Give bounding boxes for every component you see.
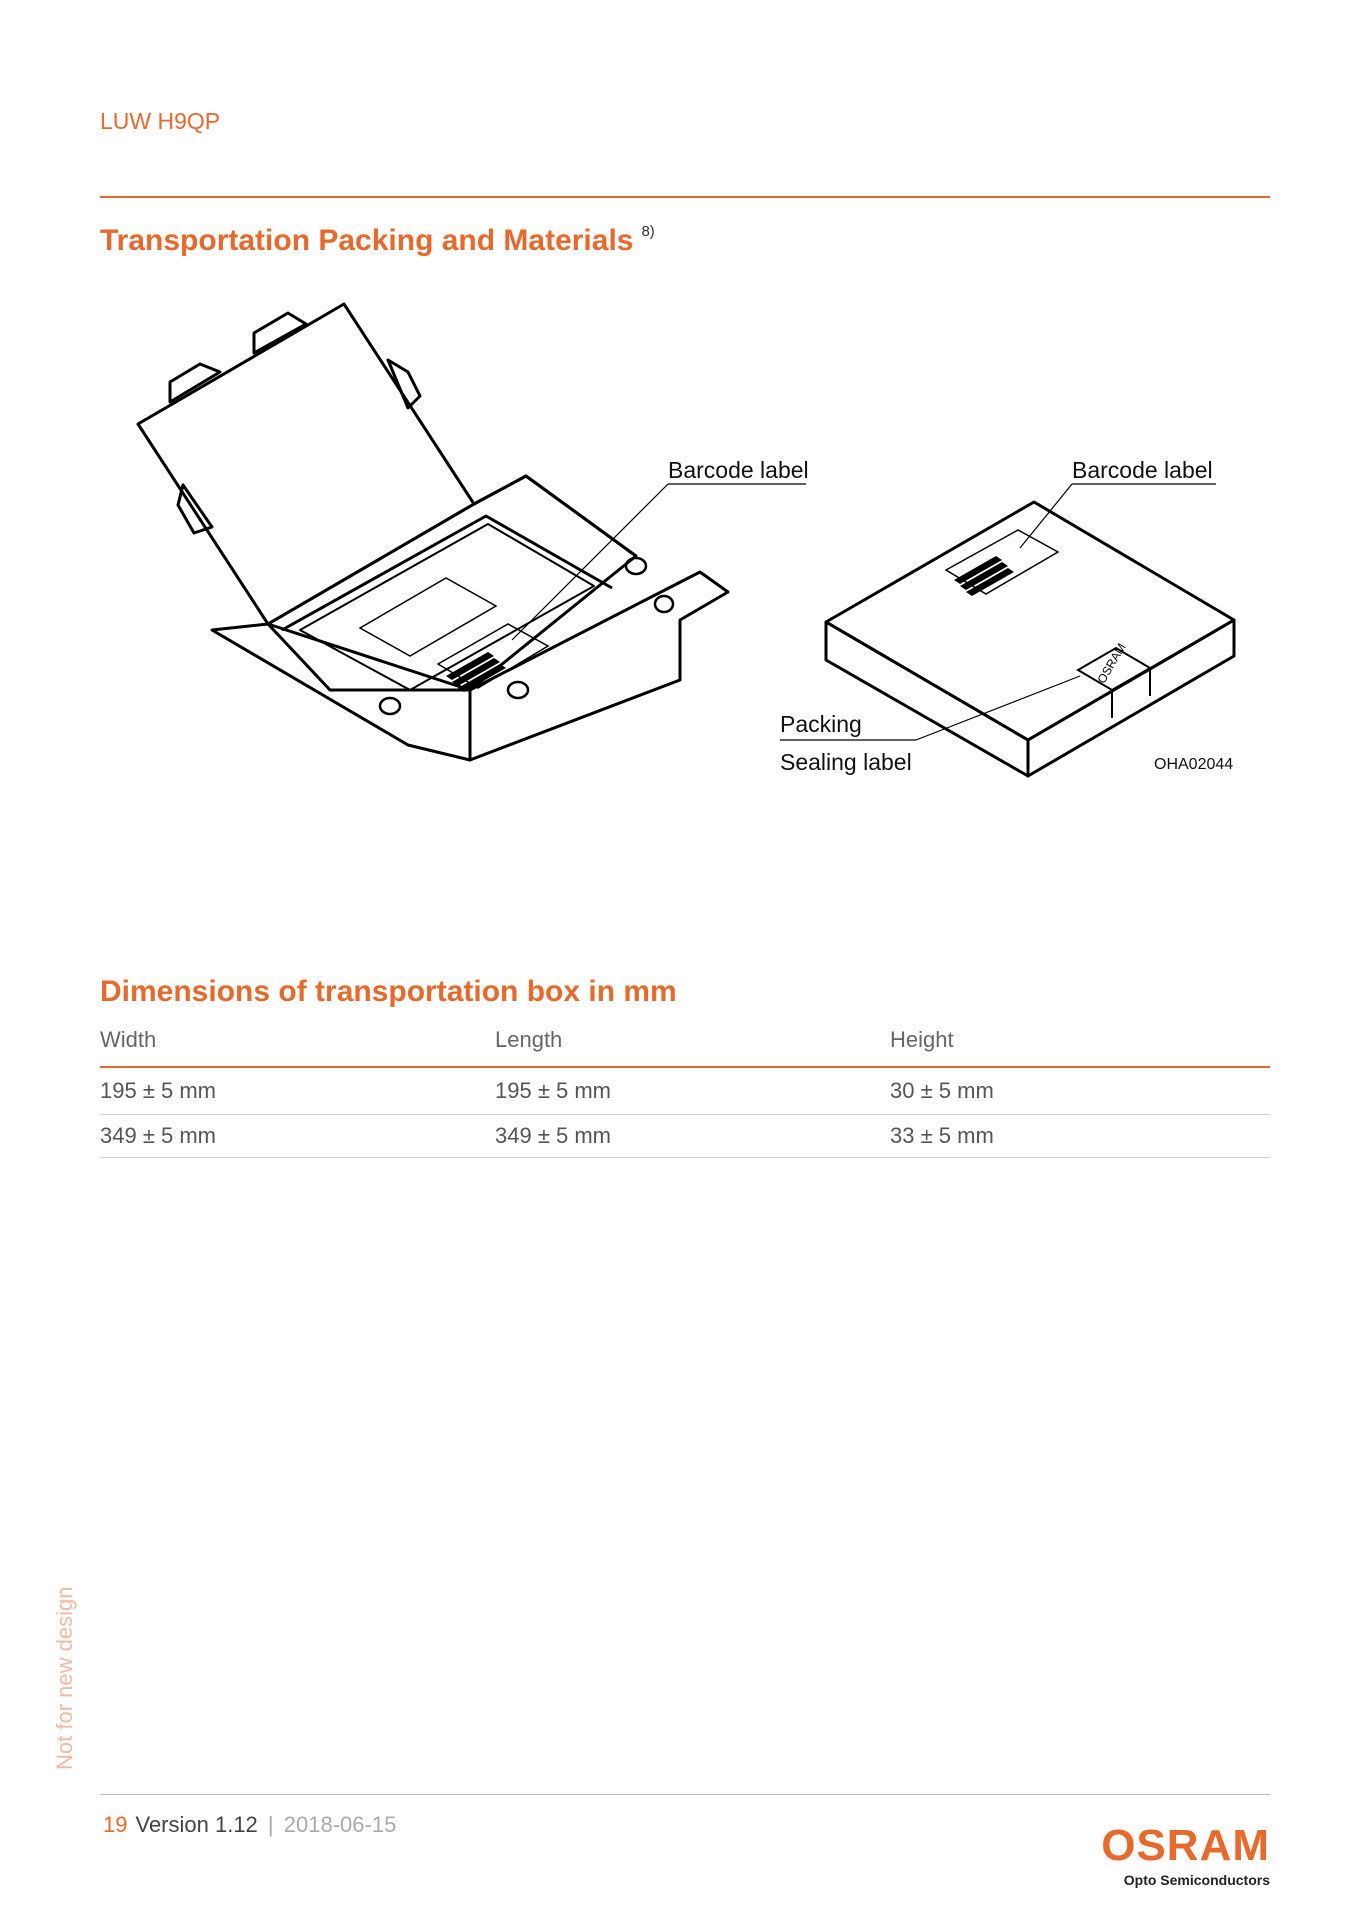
open-box-lid <box>138 304 474 624</box>
side-note: Not for new design <box>52 1586 77 1770</box>
osram-logo <box>1093 1821 1270 1888</box>
cell-length: 195 ± 5 mm <box>495 1067 890 1115</box>
sealing-label-text: Sealing label <box>780 749 912 775</box>
open-box-drawing <box>138 304 728 760</box>
open-box-body <box>268 476 636 690</box>
footer-rule <box>100 1794 1270 1795</box>
closed-box-top <box>826 502 1234 740</box>
table-row <box>100 1067 1270 1115</box>
figure-code: OHA02044 <box>1154 756 1234 773</box>
cell-width: 195 ± 5 mm <box>100 1067 495 1115</box>
inner-label <box>360 578 496 656</box>
barcode-label-right-text: Barcode label <box>1072 457 1213 483</box>
seal-leader <box>916 676 1080 740</box>
document-id: LUW H9QP <box>100 108 221 134</box>
version-text: Version 1.12 <box>135 1812 258 1837</box>
seal-brand-text: OSRAM <box>1094 640 1129 686</box>
footer <box>103 1812 396 1838</box>
barcode-label-left-text: Barcode label <box>668 457 809 483</box>
lid-tabs <box>170 313 420 533</box>
header-height: Height <box>890 1014 1270 1067</box>
front-flap-right <box>470 572 728 760</box>
inner-tray <box>300 524 594 690</box>
barcode-leader-right <box>1020 484 1072 548</box>
header-width: Width <box>100 1014 495 1067</box>
table-header-row <box>100 1014 1270 1067</box>
cell-width: 349 ± 5 mm <box>100 1115 495 1158</box>
cell-height: 30 ± 5 mm <box>890 1067 1270 1115</box>
cell-height: 33 ± 5 mm <box>890 1115 1270 1158</box>
table-row <box>100 1115 1270 1158</box>
section-title-text: Transportation Packing and Materials <box>100 224 634 257</box>
closed-box-drawing <box>826 502 1234 776</box>
dimensions-table <box>100 1014 1270 1158</box>
dimensions-title: Dimensions of transportation box in mm <box>100 975 677 1008</box>
packing-figure <box>0 0 1357 820</box>
header-length: Length <box>495 1014 890 1067</box>
cell-length: 349 ± 5 mm <box>495 1115 890 1158</box>
footnote-marker: 8) <box>641 223 655 240</box>
packing-text: Packing <box>780 711 862 737</box>
barcode-bars-right <box>954 556 1014 596</box>
logo-wordmark: OSRAM <box>1101 1821 1270 1870</box>
closed-box-side <box>1028 620 1234 776</box>
logo-subtitle: Opto Semiconductors <box>1123 1872 1270 1888</box>
footer-date: 2018-06-15 <box>283 1812 397 1837</box>
page-number: 19 <box>103 1812 128 1837</box>
footer-separator: | <box>267 1812 274 1837</box>
